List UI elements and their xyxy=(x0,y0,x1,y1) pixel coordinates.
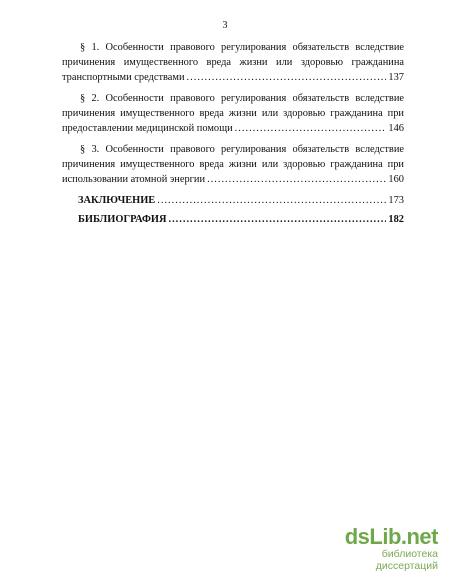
toc-entry-line: причинения имущественного вреда жизни или здоровью гражданина при xyxy=(62,159,404,170)
dot-leader xyxy=(235,121,387,136)
toc-entry-line: § 1. Особенности правового регулирования обязательств вследствие xyxy=(80,42,404,53)
watermark-subtitle: библиотека диссертаций xyxy=(375,548,438,572)
toc-page-number: 146 xyxy=(388,123,404,134)
toc-entry-last-line xyxy=(78,193,404,208)
toc-entry-line: использовании атомной энергии xyxy=(62,174,206,185)
toc-entry-line: предоставлении медицинской помощи xyxy=(62,123,233,134)
watermark-logo: dsLib.net xyxy=(344,524,438,549)
toc-entry-last-line xyxy=(62,121,404,136)
toc-heading-conclusion: ЗАКЛЮЧЕНИЕ xyxy=(78,195,156,206)
toc-entry-line: причинения имущественного вреда жизни или здоровью гражданина xyxy=(62,57,404,68)
table-of-contents xyxy=(62,40,404,231)
dot-leader xyxy=(157,193,386,208)
toc-entry-line: причинения имущественного вреда жизни или здоровью гражданина при xyxy=(62,108,404,119)
toc-page-number: 173 xyxy=(388,195,404,206)
toc-entry-bibliography xyxy=(62,212,404,227)
dot-leader xyxy=(187,70,387,85)
dslib-watermark xyxy=(318,526,438,572)
toc-entry-section-3 xyxy=(62,142,404,187)
toc-page-number: 160 xyxy=(388,174,404,185)
toc-entry-conclusion xyxy=(62,193,404,208)
toc-entry-last-line xyxy=(78,212,404,227)
toc-entry-last-line xyxy=(62,70,404,85)
toc-entry-section-2 xyxy=(62,91,404,136)
toc-entry-line: § 2. Особенности правового регулирования обязательств вследствие xyxy=(80,93,404,104)
toc-page-number: 137 xyxy=(388,72,404,83)
toc-entry-line: транспортными средствами xyxy=(62,72,185,83)
toc-heading-bibliography: БИБЛИОГРАФИЯ xyxy=(78,214,167,225)
dot-leader xyxy=(168,212,386,227)
toc-entry-last-line xyxy=(62,172,404,187)
dot-leader xyxy=(207,172,386,187)
toc-page-number: 182 xyxy=(388,214,404,225)
toc-entry-section-1 xyxy=(62,40,404,85)
page-number: 3 xyxy=(222,20,228,31)
toc-entry-line: § 3. Особенности правового регулирования обязательств вследствие xyxy=(80,144,404,155)
